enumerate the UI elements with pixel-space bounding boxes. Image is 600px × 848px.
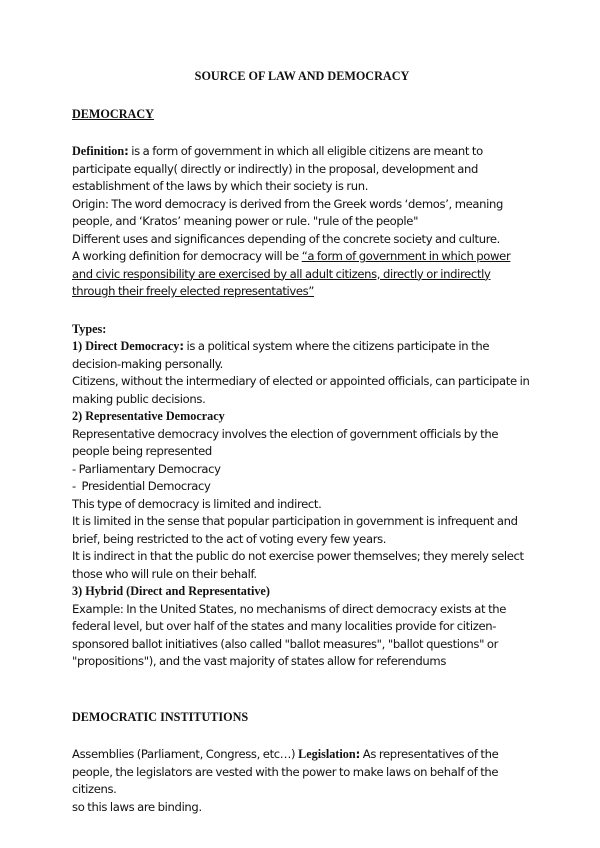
document-title: SOURCE OF LAW AND DEMOCRACY — [194, 69, 410, 83]
legislation-colon: : — [355, 747, 360, 761]
direct-democracy-text: is a political system where the citizens participate in the decision-making personally. — [72, 339, 490, 371]
assemblies-prefix: Assemblies (Parliament, Congress, etc…) — [72, 747, 299, 761]
list-item-parliamentary: - Parliamentary Democracy — [72, 461, 221, 476]
document-page — [72, 60, 532, 816]
direct-democracy-heading: 1) Direct Democracy — [72, 339, 180, 353]
working-definition-prefix: A working definition for democracy will be — [72, 249, 302, 263]
representative-indirect-explanation: It is indirect in that the public do not exercise power themselves; they merely select those who will rule on their behalf. — [72, 549, 524, 581]
binding-paragraph: so this laws are binding. — [72, 799, 202, 814]
representative-limited-explanation: It is limited in the sense that popular participation in government is infrequent and brief, being restricted to the act of voting every few years. — [72, 514, 518, 546]
direct-democracy-paragraph-2: Citizens, without the intermediary of elected or appointed officials, can participate in making public decisions. — [72, 374, 530, 406]
representative-limited-text: This type of democracy is limited and indirect. — [72, 496, 322, 511]
spacer — [72, 671, 532, 709]
section-heading-democracy: DEMOCRACY — [72, 106, 154, 121]
assemblies-paragraph — [72, 746, 532, 799]
definition-text: is a form of government in which all eligible citizens are meant to participate equally( directly or indirectly) in the proposal, development and establishment of the laws by which their society is run. — [72, 144, 483, 193]
origin-paragraph: Origin: The word democracy is derived from the Greek words ‘demos’, meaning people, and ‘Kratos’ meaning power or rule. "rule of the people" — [72, 196, 504, 228]
hybrid-democracy-text: Example: In the United States, no mechanisms of direct democracy exists at the federal level, but over half of the states and many localities provide for citizen-sponsored ballot initiatives (also called "ballot measures", "ballot questions" or "propositions"), and the vast majority of states allow for referendums — [72, 601, 507, 668]
spacer — [72, 123, 532, 143]
representative-democracy-heading: 2) Representative Democracy — [72, 409, 225, 423]
types-heading: Types: — [72, 321, 107, 336]
section-heading-institutions: DEMOCRATIC INSTITUTIONS — [72, 709, 249, 724]
direct-democracy-colon: : — [179, 339, 184, 353]
hybrid-democracy-heading: 3) Hybrid (Direct and Representative) — [72, 584, 270, 598]
legislation-text: As representatives of the people, the legislators are vested with the power to make laws on behalf of the citizens. — [72, 747, 499, 796]
spacer — [72, 726, 532, 746]
list-item-presidential: - Presidential Democracy — [72, 479, 211, 493]
definition-paragraph — [72, 143, 532, 196]
definition-label: Definition — [72, 144, 125, 158]
representative-democracy-text: Representative democracy involves the election of government officials by the people being represented — [72, 426, 499, 458]
direct-democracy-paragraph — [72, 338, 532, 373]
uses-paragraph: Different uses and significances depending of the concrete society and culture. — [72, 231, 501, 246]
legislation-label: Legislation — [298, 747, 356, 761]
definition-colon: : — [124, 144, 129, 158]
spacer — [72, 301, 532, 321]
working-definition-quote: “a form of government in which power and civic responsibility are exercised by all adult citizens, directly or indirectly through their freely elected representatives” — [72, 249, 511, 298]
working-definition-paragraph — [72, 248, 532, 301]
